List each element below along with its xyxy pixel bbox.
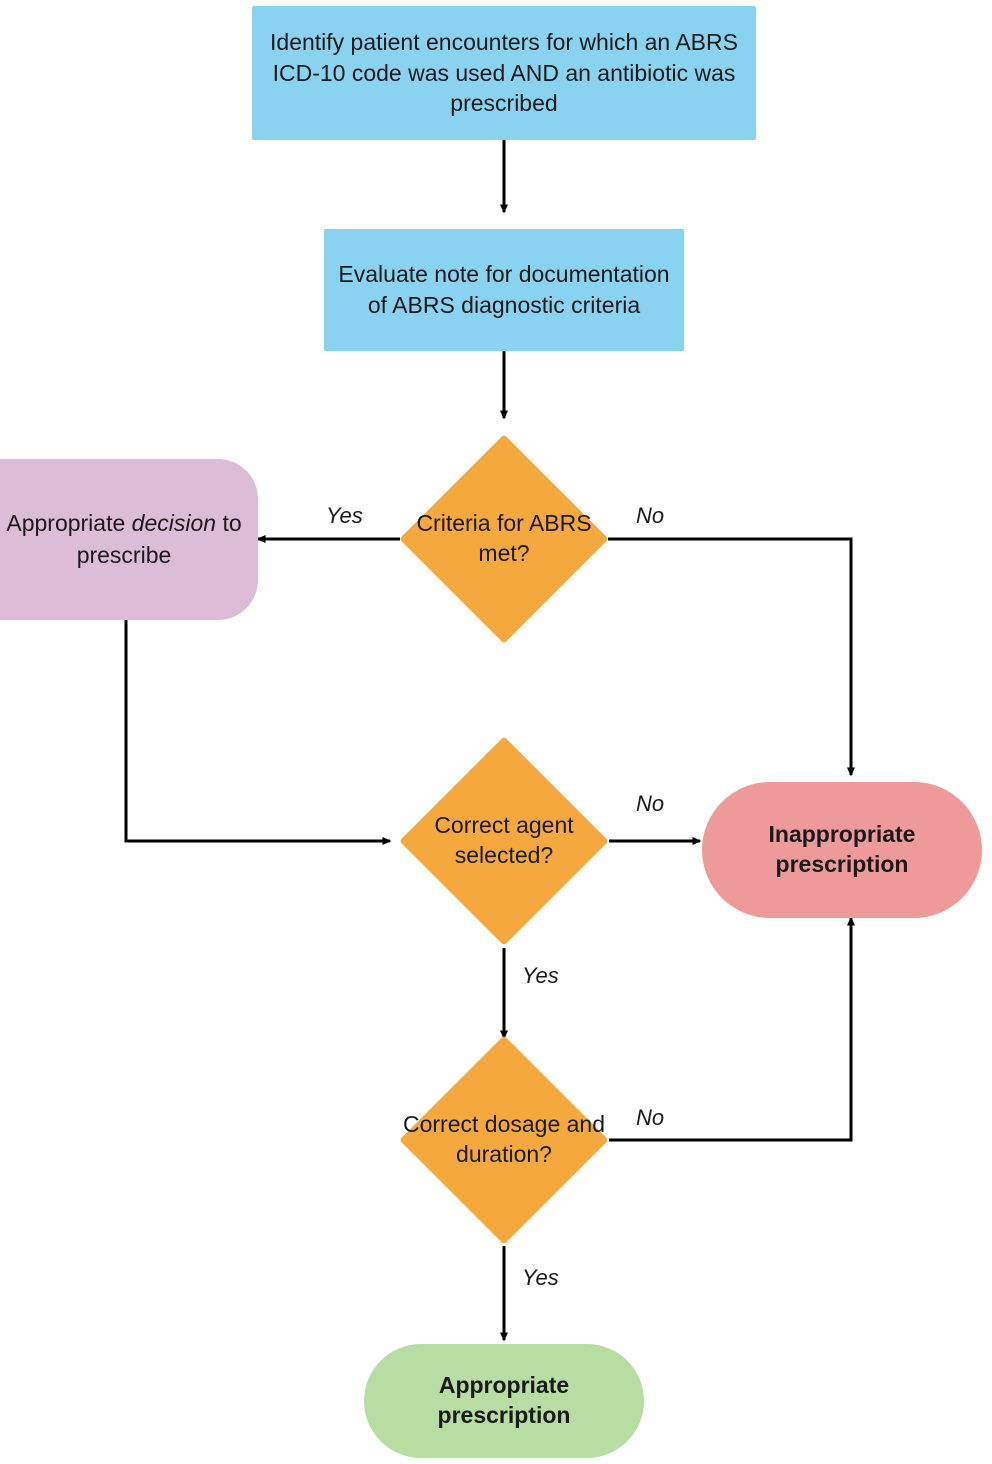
node-appropriate-prescription	[364, 1344, 644, 1458]
node-appropriate-decision-label	[2, 508, 246, 570]
edge-label-criteria-yes: Yes	[326, 503, 363, 528]
edge-label-dosage-no: No	[636, 1105, 665, 1130]
node-correct-dosage-label: Correct dosage and duration?	[402, 1111, 605, 1167]
edge-label-agent-yes: Yes	[522, 963, 559, 988]
edge-label-agent-no: No	[636, 791, 665, 816]
node-appropriate-prescription-label: Appropriate prescription	[437, 1372, 571, 1428]
node-evaluate-note	[324, 229, 684, 351]
node-identify-encounters-label: Identify patient encounters for which an ABRS ICD-10 code was used AND an antibiotic was prescribed	[270, 29, 738, 117]
node-inappropriate-prescription-label: Inappropriate prescription	[768, 821, 916, 877]
node-correct-dosage-decision	[402, 1066, 605, 1214]
node-appropriate-decision	[0, 459, 258, 620]
node-inappropriate-prescription	[702, 782, 982, 918]
node-evaluate-note-label: Evaluate note for documentation of ABRS diagnostic criteria	[338, 261, 670, 318]
node-correct-agent-label: Correct agent selected?	[434, 812, 574, 868]
appropriate-decision-text-post: to prescribe	[76, 510, 242, 568]
node-criteria-met-label: Criteria for ABRS met?	[416, 510, 592, 566]
edge-label-criteria-no: No	[636, 503, 665, 528]
edge-label-dosage-yes: Yes	[522, 1265, 559, 1290]
node-criteria-met-decision	[416, 465, 592, 613]
appropriate-decision-text-pre: Appropriate	[6, 510, 132, 537]
node-correct-agent-decision	[430, 767, 578, 915]
node-identify-encounters	[252, 6, 756, 140]
appropriate-decision-text-emphasis: decision	[131, 510, 217, 537]
